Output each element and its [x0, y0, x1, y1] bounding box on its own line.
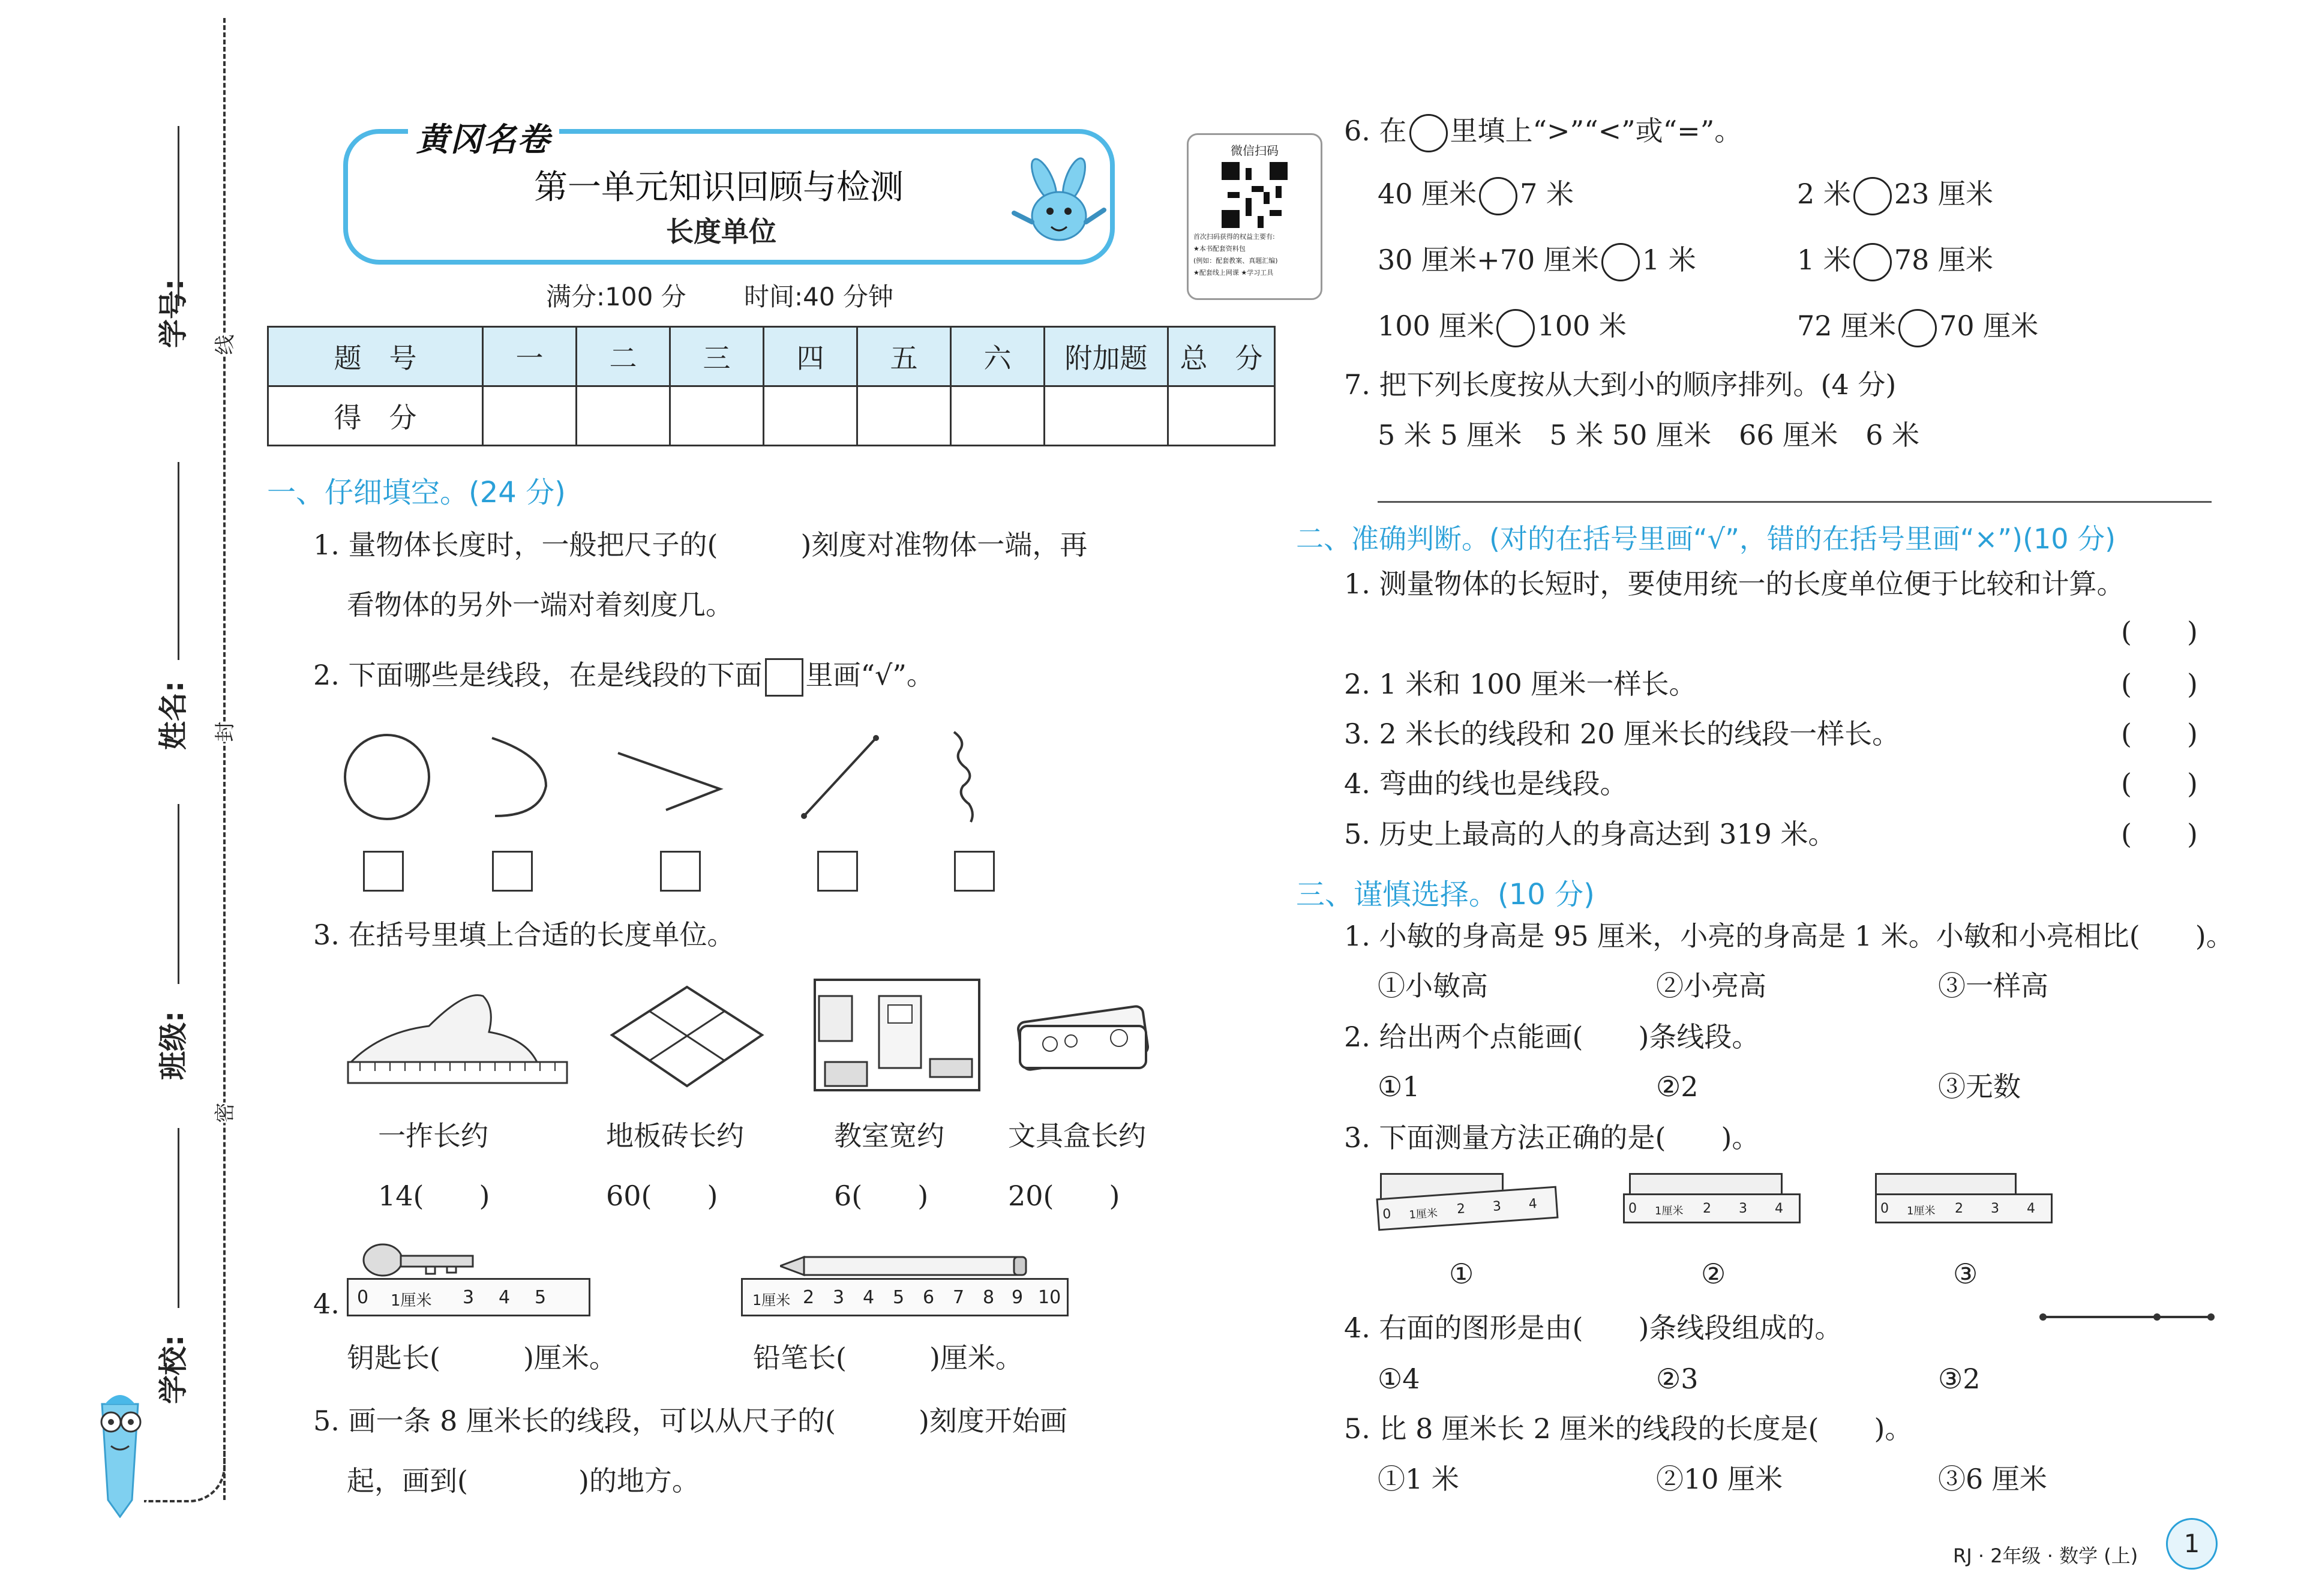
compare-item [1797, 243, 1993, 281]
score-header-cell: 六 [951, 327, 1045, 386]
score-cell[interactable] [1168, 386, 1275, 446]
score-header-cell: 二 [577, 327, 670, 386]
ruler-tick-label: 3 [463, 1287, 475, 1308]
q7-text: 7. 把下列长度按从大到小的顺序排列。(4 分) [1344, 368, 1897, 401]
q3-item-label: 地板砖长约 [606, 1120, 744, 1152]
page-number-badge [2166, 1518, 2218, 1570]
score-row-label: 得 分 [268, 386, 483, 446]
score-cell[interactable] [483, 386, 577, 446]
compare-left: 100 厘米 [1378, 310, 1495, 342]
choice-option[interactable]: ③6 厘米 [1938, 1463, 2047, 1495]
q3-item-blank[interactable]: 6( ) [834, 1180, 929, 1212]
ruler-tick-label: 4 [499, 1287, 511, 1308]
compare-circle[interactable] [1898, 309, 1937, 347]
q6-label: 6. 在 [1344, 115, 1407, 147]
student-id-line[interactable] [178, 126, 179, 306]
segments-figure [2037, 1308, 2217, 1326]
score-header-cell: 题 号 [268, 327, 483, 386]
answer-box[interactable] [363, 851, 404, 892]
choice-option[interactable]: ②2 [1656, 1070, 1699, 1103]
curve-shape [492, 738, 546, 816]
compare-right: 100 米 [1537, 310, 1627, 342]
name-label: 姓名: [157, 680, 190, 750]
compare-circle[interactable] [1853, 177, 1892, 215]
ruler-tick-label: 3 [1739, 1201, 1747, 1216]
s1-q2-label: 2. 下面哪些是线段，在是线段的下面 [313, 659, 763, 691]
s1-q5-line2: 起，画到( )的地方。 [347, 1465, 700, 1497]
choice-option[interactable]: ②10 厘米 [1656, 1463, 1783, 1495]
choice-option[interactable]: ①小敏高 [1378, 970, 1488, 1002]
measure-label[interactable]: ① [1449, 1258, 1474, 1290]
q3-item-blank[interactable]: 14( ) [378, 1180, 490, 1212]
ruler-tick-label: 6 [923, 1287, 935, 1308]
section1-title: 一、仔细填空。(24 分) [267, 476, 566, 509]
judge-item: 1. 测量物体的长短时，要使用统一的长度单位便于比较和计算。 [1344, 568, 2125, 600]
q7-answer-line[interactable] [1378, 501, 2212, 503]
score-header-cell: 四 [764, 327, 857, 386]
compare-right: 78 厘米 [1894, 244, 1994, 276]
qr-line1: ★本书配套资料包 [1193, 245, 1246, 253]
compare-item [1378, 243, 1696, 281]
score-header-cell: 一 [483, 327, 577, 386]
compare-right: 70 厘米 [1939, 310, 2039, 342]
school-line[interactable] [178, 1128, 179, 1308]
hand-span-figure [345, 984, 570, 1092]
judge-paren[interactable]: ( ) [2121, 718, 2198, 750]
choice-option[interactable]: ①4 [1378, 1363, 1420, 1395]
score-cell[interactable] [577, 386, 670, 446]
qr-line3: ★配套线上网课 ★学习工具 [1193, 269, 1274, 277]
choice-q2: 2. 给出两个点能画( )条线段。 [1344, 1021, 1760, 1053]
choice-q3: 3. 下面测量方法正确的是( )。 [1344, 1121, 1760, 1154]
wavy-shape [954, 732, 973, 822]
score-header-cell: 附加题 [1045, 327, 1168, 386]
ruler-tick-label: 4 [1528, 1196, 1538, 1212]
ruler-tick-label: 2 [1456, 1201, 1466, 1217]
judge-paren[interactable]: ( ) [2121, 668, 2198, 700]
s1-q4-number: 4. [313, 1288, 340, 1320]
school-label: 学校: [157, 1334, 190, 1404]
measure-figure-1 [1377, 1173, 1557, 1227]
compare-left: 30 厘米+70 厘米 [1378, 244, 1599, 276]
choice-option[interactable]: ③2 [1938, 1363, 1981, 1395]
choice-option[interactable]: ②小亮高 [1656, 970, 1766, 1002]
name-line[interactable] [178, 462, 179, 660]
classroom-figure [813, 978, 981, 1092]
answer-box[interactable] [660, 851, 701, 892]
qr-line2: (例如：配套教案、真题汇编) [1193, 257, 1278, 265]
footer-label: RJ · 2年级 · 数学 (上) [1953, 1544, 2138, 1567]
brand-logo: 黄冈名卷 [408, 114, 559, 160]
ruler-tick-label: 5 [535, 1287, 547, 1308]
judge-paren[interactable]: ( ) [2121, 767, 2198, 800]
ruler-tick-label: 3 [833, 1287, 845, 1308]
score-cell[interactable] [764, 386, 857, 446]
choice-q5: 5. 比 8 厘米长 2 厘米的线段的长度是( )。 [1344, 1412, 1913, 1445]
page-subtitle: 长度单位 [666, 215, 776, 248]
score-cell[interactable] [670, 386, 764, 446]
compare-item [1797, 177, 1993, 215]
qr-title: 微信扫码 [1231, 143, 1279, 158]
ruler-tick-label: 0 [1382, 1206, 1392, 1222]
class-label: 班级: [157, 1010, 190, 1080]
page-number: 1 [2183, 1529, 2200, 1558]
s1-q2-inline-box [765, 658, 803, 697]
ruler-tick-label: 3 [1492, 1199, 1502, 1215]
pencil-mascot-icon [84, 1380, 156, 1518]
ruler-tick-label: 8 [983, 1287, 995, 1308]
measure-figure-2 [1623, 1173, 1803, 1227]
compare-circle[interactable] [1496, 309, 1535, 347]
qr-note: 首次扫码获得的权益主要有: [1193, 233, 1275, 241]
line-shapes-figure [336, 720, 1056, 828]
floor-tile-figure [609, 984, 765, 1092]
answer-box[interactable] [954, 851, 995, 892]
section2-title: 二、准确判断。(对的在括号里画“√”，错的在括号里画“×”)(10 分) [1296, 523, 2116, 555]
ruler-tick-label: 1厘米 [1907, 1205, 1936, 1217]
answer-box[interactable] [817, 851, 858, 892]
answer-box[interactable] [492, 851, 533, 892]
compare-right: 1 米 [1642, 244, 1696, 276]
compare-circle[interactable] [1479, 177, 1517, 215]
ruler-tick-label: 0 [1628, 1201, 1637, 1216]
compare-item [1378, 177, 1574, 215]
choice-option[interactable]: ①1 米 [1378, 1463, 1459, 1495]
seal-mark-feng: 封 [209, 722, 238, 742]
seal-mark-mi: 密 [209, 1103, 238, 1123]
score-table-header-row [268, 327, 1275, 386]
compare-circle[interactable] [1601, 243, 1640, 281]
ruler-tick-label: 5 [893, 1287, 905, 1308]
ruler-tick-label: 1厘米 [752, 1292, 791, 1309]
q7-items: 5 米 5 厘米 5 米 50 厘米 66 厘米 6 米 [1378, 419, 1920, 451]
seal-mark-xian: 线 [209, 335, 238, 355]
choice-option[interactable]: ①1 [1378, 1070, 1420, 1103]
choice-q1: 1. 小敏的身高是 95 厘米，小亮的身高是 1 米。小敏和小亮相比( )。 [1344, 920, 2234, 952]
full-score: 满分:100 分 [546, 282, 686, 311]
s1-q2-text [313, 658, 934, 697]
score-table-row [268, 386, 1275, 446]
binding-dashed-line [223, 18, 226, 1500]
class-line[interactable] [178, 804, 179, 984]
choice-option[interactable]: ②3 [1656, 1363, 1699, 1395]
ruler-tick-label: 4 [2027, 1201, 2035, 1216]
pencil-ruler [741, 1278, 1069, 1316]
s1-q1-line2: 看物体的另外一端对着刻度几。 [347, 589, 733, 621]
q6-tail: 里填上“>”“<”或“=”。 [1450, 115, 1742, 147]
compare-right: 7 米 [1520, 178, 1574, 210]
ruler-tick-label: 4 [1775, 1201, 1783, 1216]
ruler-tick-label: 1厘米 [391, 1292, 432, 1310]
compare-item [1378, 309, 1627, 347]
choice-q4: 4. 右面的图形是由( )条线段组成的。 [1344, 1312, 1843, 1344]
judge-item: 3. 2 米长的线段和 20 厘米长的线段一样长。 [1344, 718, 1900, 750]
qr-code-icon [1222, 162, 1288, 228]
choice-option[interactable]: ③一样高 [1938, 970, 2048, 1002]
pencil-length-blank[interactable]: 铅笔长( )厘米。 [753, 1342, 1023, 1374]
score-cell[interactable] [857, 386, 951, 446]
ruler-tick-label: 10 [1038, 1287, 1061, 1308]
rabbit-mascot-icon [1008, 156, 1110, 258]
judge-paren[interactable]: ( ) [2121, 818, 2198, 850]
score-table [267, 326, 1276, 446]
ruler-tick-label: 4 [863, 1287, 875, 1308]
binding-bottom-curve [144, 1446, 226, 1502]
judge-item: 2. 1 米和 100 厘米一样长。 [1344, 668, 1697, 700]
ruler-tick-label: 2 [1703, 1201, 1711, 1216]
choice-option[interactable]: ③无数 [1938, 1070, 2021, 1103]
q3-item-label: 一拃长约 [378, 1120, 488, 1152]
q3-item-blank[interactable]: 20( ) [1008, 1180, 1120, 1212]
q6-text [1344, 114, 1742, 152]
score-header-cell: 总 分 [1168, 327, 1275, 386]
ruler-tick-label: 2 [1955, 1201, 1963, 1216]
student-id-label: 学号: [157, 278, 190, 348]
compare-left: 2 米 [1797, 178, 1851, 210]
q3-item-blank[interactable]: 60( ) [606, 1180, 718, 1212]
pencil-icon [780, 1251, 1032, 1281]
ruler-tick-label: 7 [953, 1287, 965, 1308]
compare-left: 72 厘米 [1797, 310, 1897, 342]
judge-paren[interactable]: ( ) [2121, 616, 2198, 648]
s1-q3-text: 3. 在括号里填上合适的长度单位。 [313, 919, 735, 951]
measure-label[interactable]: ② [1701, 1258, 1726, 1290]
page-title: 第一单元知识回顾与检测 [534, 168, 904, 207]
q6-inline-circle [1409, 114, 1448, 152]
score-cell[interactable] [951, 386, 1045, 446]
compare-circle[interactable] [1853, 243, 1892, 281]
exam-time: 时间:40 分钟 [744, 282, 893, 311]
angle-shape [618, 753, 720, 810]
compare-left: 40 厘米 [1378, 178, 1477, 210]
compare-right: 23 厘米 [1894, 178, 1994, 210]
q3-item-label: 教室宽约 [834, 1120, 944, 1152]
ruler-tick-label: 0 [1880, 1201, 1889, 1216]
key-ruler [347, 1278, 590, 1316]
compare-left: 1 米 [1797, 244, 1851, 276]
q3-item-label: 文具盒长约 [1008, 1120, 1146, 1152]
judge-item: 4. 弯曲的线也是线段。 [1344, 767, 1628, 800]
key-icon [360, 1239, 480, 1281]
ruler-tick-label: 1厘米 [1408, 1207, 1438, 1222]
measure-label[interactable]: ③ [1953, 1258, 1978, 1290]
ruler-tick-label: 1厘米 [1655, 1205, 1684, 1217]
s1-q2-tail: 里画“√”。 [805, 659, 934, 691]
section3-title: 三、谨慎选择。(10 分) [1296, 878, 1595, 911]
s1-q5-line1: 5. 画一条 8 厘米长的线段，可以从尺子的( )刻度开始画 [313, 1405, 1067, 1437]
compare-item [1797, 309, 2038, 347]
ruler-tick-label: 9 [1012, 1287, 1024, 1308]
score-cell[interactable] [1045, 386, 1168, 446]
qr-card[interactable] [1187, 133, 1322, 300]
circle-shape [345, 735, 429, 819]
judge-item: 5. 历史上最高的人的身高达到 319 米。 [1344, 818, 1836, 850]
score-header-cell: 五 [857, 327, 951, 386]
key-length-blank[interactable]: 钥匙长( )厘米。 [347, 1342, 617, 1374]
ruler-tick-label: 2 [803, 1287, 815, 1308]
s1-q1-line1: 1. 量物体长度时，一般把尺子的( )刻度对准物体一端，再 [313, 529, 1088, 561]
ruler-tick-label: 0 [357, 1287, 369, 1308]
pencil-case-figure [1014, 996, 1152, 1080]
segment-shape [804, 738, 876, 816]
ruler-tick-label: 3 [1991, 1201, 1999, 1216]
measure-figure-3 [1875, 1173, 2055, 1227]
score-header-cell: 三 [670, 327, 764, 386]
